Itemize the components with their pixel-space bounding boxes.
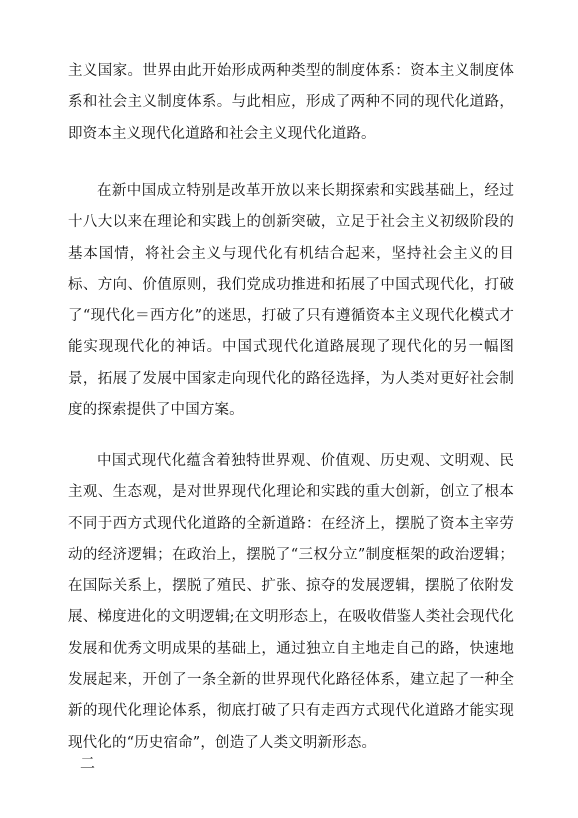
paragraph-continuation: 主义国家。世界由此开始形成两种类型的制度体系：资本主义制度体系和社会主义制度体系。与此相应，形成了两种不同的现代化道路，即资本主义现代化道路和社会主义现代化道路。 <box>68 63 514 142</box>
section-heading: 二 <box>80 754 96 772</box>
paragraph-new-path: 中国式现代化蕴含着独特世界观、价值观、历史观、文明观、民主观、生态观，是对世界现代化理论和实践的重大创新，创立了根本不同于西方式现代化道路的全新道路：在经济上，摆脱了资本主宰劳动的经济逻辑；在政治上，摆脱了“三权分立”制度框架的政治逻辑；在国际关系上，摆脱了殖民、扩张、掠夺的发展逻辑，摆脱了依附发展、梯度进化的文明逻辑;在文明形态上，在吸收借鉴人类社会现代化发展和优秀文明成果的基础上，通过独立自主地走自己的路，快速地发展起来，开创了一条全新的世界现代化路径体系，建立起了一种全新的现代化理论体系，彻底打破了只有走西方式现代化道路才能实现现代化的“历史宿命”，创造了人类文明新形态。 <box>68 453 514 751</box>
paragraph-chinese-modernization: 在新中国成立特别是改革开放以来长期探索和实践基础上，经过十八大以来在理论和实践上的创新突破，立足于社会主义初级阶段的基本国情，将社会主义与现代化有机结合起来，坚持社会主义的目标、方向、价值原则，我们党成功推进和拓展了中国式现代化，打破了“现代化＝西方化”的迷思，打破了只有遵循资本主义现代化模式才能实现现代化的神话。中国式现代化道路展现了现代化的另一幅图景，拓展了发展中国家走向现代化的路径选择，为人类对更好社会制度的探索提供了中国方案。 <box>68 183 514 419</box>
